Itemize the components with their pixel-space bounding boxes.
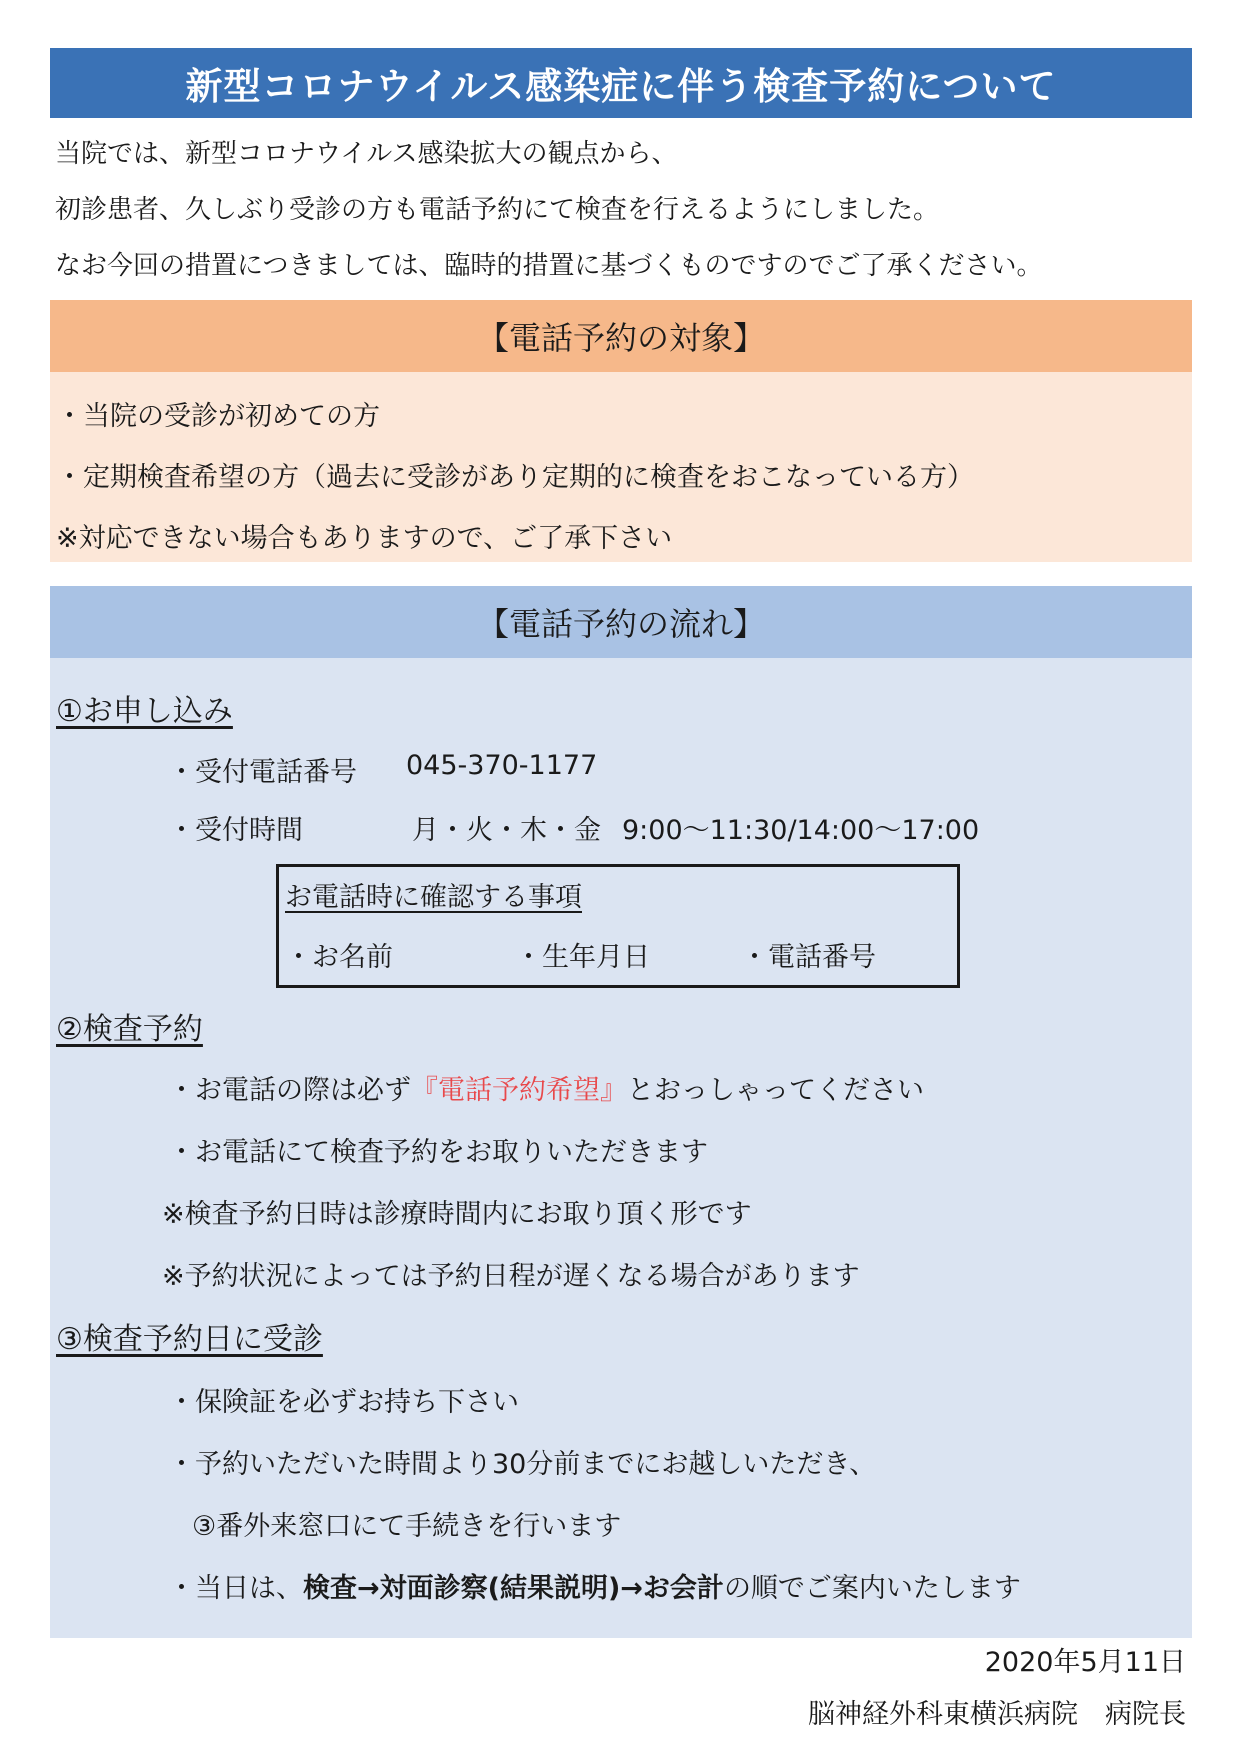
flow-section <box>50 586 1192 1638</box>
step3-line4 <box>168 1566 1021 1605</box>
target-list <box>50 372 1192 569</box>
step3-line4-pre: ・当日は、 <box>168 1573 303 1604</box>
flow-header: 【電話予約の流れ】 <box>50 586 1192 658</box>
target-item: ・当院の受診が初めての方 <box>56 401 380 432</box>
intro-line: なお今回の措置につきましては、臨時的措置に基づくものですのでご了承ください。 <box>55 251 1043 281</box>
target-item: ・定期検査希望の方（過去に受診があり定期的に検査をおこなっている方） <box>56 462 974 493</box>
target-section <box>50 300 1192 562</box>
step1-title: ①お申し込み <box>56 694 233 729</box>
step2-line1-post: とおっしゃってください <box>627 1075 924 1106</box>
step2-note2: ※予約状況によっては予約日程が遅くなる場合があります <box>162 1261 860 1292</box>
step2-line1-pre: ・お電話の際は必ず <box>168 1075 411 1106</box>
intro-line: 当院では、新型コロナウイルス感染拡大の観点から、 <box>55 139 678 169</box>
step3-line4-bold: 検査→対面診察(結果説明)→お会計 <box>303 1573 724 1604</box>
confirm-box <box>276 864 960 988</box>
step2-line1 <box>168 1068 924 1107</box>
confirm-item-birthday: ・生年月日 <box>515 942 650 973</box>
step2-line2: ・お電話にて検査予約をお取りいただきます <box>168 1137 708 1168</box>
hours-value: 9:00～11:30/14:00～17:00 <box>622 815 980 846</box>
page-title: 新型コロナウイルス感染症に伴う検査予約について <box>50 48 1192 118</box>
phone-number: 045-370-1177 <box>406 750 598 781</box>
step3-line4-post: の順でご案内いたします <box>723 1573 1021 1604</box>
confirm-item-phone: ・電話番号 <box>741 942 876 973</box>
hours-days: 月・火・木・金 <box>412 815 601 846</box>
step3-line3: ③番外来窓口にて手続きを行います <box>192 1511 622 1542</box>
intro-text <box>55 126 1195 294</box>
target-header: 【電話予約の対象】 <box>50 300 1192 372</box>
target-note: ※対応できない場合もありますので、ご了承下さい <box>56 523 673 554</box>
footer-org: 脳神経外科東横浜病院 病院長 <box>808 1699 1186 1730</box>
step3-title: ③検査予約日に受診 <box>56 1322 323 1357</box>
step3-line1: ・保険証を必ずお持ち下さい <box>168 1387 519 1418</box>
step2-title: ②検査予約 <box>56 1012 203 1047</box>
phone-label: ・受付電話番号 <box>168 757 357 788</box>
step2-note1: ※検査予約日時は診療時間内にお取り頂く形です <box>162 1199 752 1230</box>
step3-line2: ・予約いただいた時間より30分前までにお越しいただき、 <box>168 1449 877 1480</box>
footer-date: 2020年5月11日 <box>984 1647 1186 1678</box>
intro-line: 初診患者、久しぶり受診の方も電話予約にて検査を行えるようにしました。 <box>55 195 940 225</box>
phone-reservation-highlight: 『電話予約希望』 <box>411 1075 627 1106</box>
confirm-item-name: ・お名前 <box>285 942 393 973</box>
hours-label: ・受付時間 <box>168 815 303 846</box>
confirm-title: お電話時に確認する事項 <box>285 882 582 913</box>
